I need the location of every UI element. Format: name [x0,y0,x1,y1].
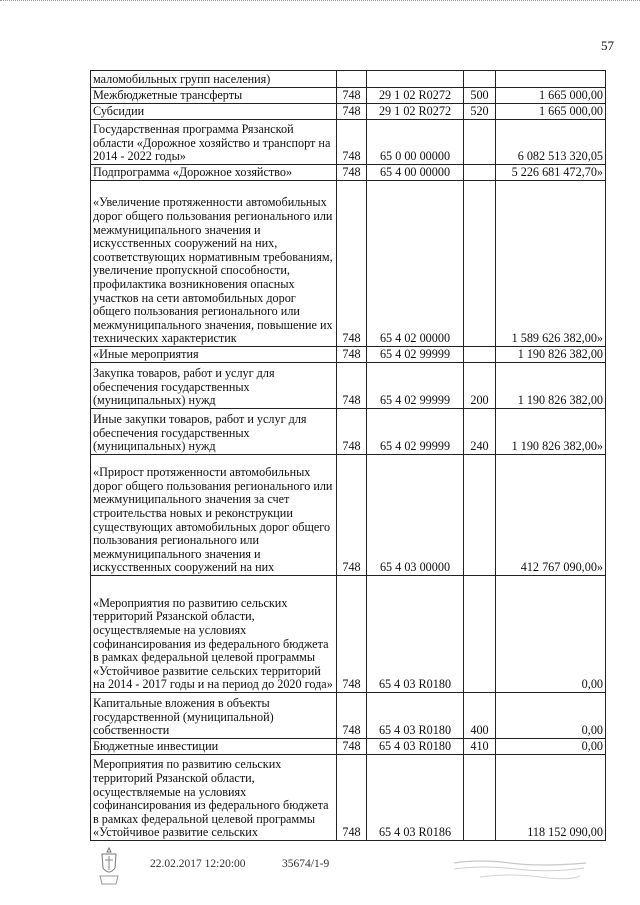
row-csr: 29 1 02 R0272 [367,88,464,104]
table-row [91,693,606,739]
row-csr: 65 4 02 99999 [367,347,464,363]
row-csr [367,71,464,88]
row-name: маломобильных групп населения) [91,71,337,88]
row-vr [464,165,496,181]
row-csr: 65 4 03 R0180 [367,576,464,693]
row-ved: 748 [337,104,367,120]
row-vr [464,120,496,165]
row-name: Государственная программа Рязанской области «Дорожное хозяйство и транспорт на 2014 - 2022 годы» [91,120,337,165]
row-name: «Иные мероприятия [91,347,337,363]
row-vr: 410 [464,739,496,755]
table-row [91,71,606,88]
row-csr: 65 4 02 99999 [367,409,464,455]
row-ved: 748 [337,576,367,693]
row-vr: 200 [464,363,496,409]
row-vr [464,576,496,693]
row-amount: 118 152 090,00 [496,755,606,841]
table-row [91,165,606,181]
row-amount: 1 589 626 382,00» [496,181,606,347]
row-vr: 520 [464,104,496,120]
row-vr: 240 [464,409,496,455]
row-name: Межбюджетные трансферты [91,88,337,104]
row-csr: 65 4 02 00000 [367,181,464,347]
row-amount: 1 190 826 382,00 [496,363,606,409]
table-row [91,739,606,755]
faded-stamp-icon [450,855,590,885]
row-csr: 65 4 03 R0180 [367,739,464,755]
row-csr: 65 4 03 R0180 [367,693,464,739]
row-ved: 748 [337,455,367,576]
table-row [91,104,606,120]
table-row [91,181,606,347]
row-vr: 500 [464,88,496,104]
row-ved: 748 [337,739,367,755]
row-name: Субсидии [91,104,337,120]
table-row [91,409,606,455]
row-name: Мероприятия по развитию сельских территорий Рязанской области, осуществляемые на условиях софинансирования из федерального бюджета в рамках федеральной целевой программы «Устойчивое развитие сельских [91,755,337,841]
row-vr [464,71,496,88]
row-amount: 412 767 090,00» [496,455,606,576]
row-ved: 748 [337,363,367,409]
row-csr: 65 4 03 R0186 [367,755,464,841]
row-vr: 400 [464,693,496,739]
row-name: «Прирост протяженности автомобильных дорог общего пользования регионального или межмуниципального значения за счет строительства новых и реконструкции существующих автомобильных дорог общего пользования регионального или межмуниципального значения и искусственных сооружений на них [91,455,337,576]
row-csr: 65 4 03 00000 [367,455,464,576]
row-ved [337,71,367,88]
row-ved: 748 [337,755,367,841]
table-row [91,455,606,576]
coat-of-arms-icon [96,846,122,886]
row-csr: 65 0 00 00000 [367,120,464,165]
footer-timestamp: 22.02.2017 12:20:00 [150,858,246,870]
row-amount: 1 190 826 382,00 [496,347,606,363]
row-amount: 0,00 [496,576,606,693]
row-amount: 1 665 000,00 [496,104,606,120]
table-row [91,576,606,693]
table-row [91,88,606,104]
row-name: Иные закупки товаров, работ и услуг для обеспечения государственных (муниципальных) нужд [91,409,337,455]
row-vr [464,347,496,363]
budget-table [90,70,606,841]
row-ved: 748 [337,120,367,165]
row-csr: 29 1 02 R0272 [367,104,464,120]
page-number: 57 [601,38,614,53]
row-ved: 748 [337,693,367,739]
row-amount: 6 082 513 320,05 [496,120,606,165]
row-name: Капитальные вложения в объекты государственной (муниципальной) собственности [91,693,337,739]
row-vr [464,755,496,841]
table-row [91,120,606,165]
row-ved: 748 [337,347,367,363]
table-row [91,755,606,841]
table-row [91,347,606,363]
scan-top-edge [0,0,640,9]
row-amount: 0,00 [496,693,606,739]
row-csr: 65 4 00 00000 [367,165,464,181]
table-row [91,363,606,409]
row-vr [464,455,496,576]
row-name: Подпрограмма «Дорожное хозяйство» [91,165,337,181]
row-name: Бюджетные инвестиции [91,739,337,755]
row-ved: 748 [337,409,367,455]
row-amount: 1 190 826 382,00» [496,409,606,455]
row-ved: 748 [337,88,367,104]
row-amount [496,71,606,88]
row-amount: 1 665 000,00 [496,88,606,104]
row-vr [464,181,496,347]
row-name: «Увеличение протяженности автомобильных дорог общего пользования регионального или межмуниципального значения и искусственных сооружений на них, соответствующих нормативным требованиям, увеличение пропускной способности, профилактика возникновения опасных участков на сети автомобильных дорог общего пользования регионального или межмуниципального значения, повышение их технических характеристик [91,181,337,347]
footer-doc-id: 35674/1-9 [282,858,330,870]
row-ved: 748 [337,165,367,181]
row-name: «Мероприятия по развитию сельских территорий Рязанской области, осуществляемые на условиях софинансирования из федерального бюджета в рамках федеральной целевой программы «Устойчивое развитие сельских территорий на 2014 - 2017 годы и на период до 2020 года» [91,576,337,693]
row-ved: 748 [337,181,367,347]
row-name: Закупка товаров, работ и услуг для обеспечения государственных (муниципальных) нужд [91,363,337,409]
row-amount: 5 226 681 472,70» [496,165,606,181]
row-amount: 0,00 [496,739,606,755]
row-csr: 65 4 02 99999 [367,363,464,409]
